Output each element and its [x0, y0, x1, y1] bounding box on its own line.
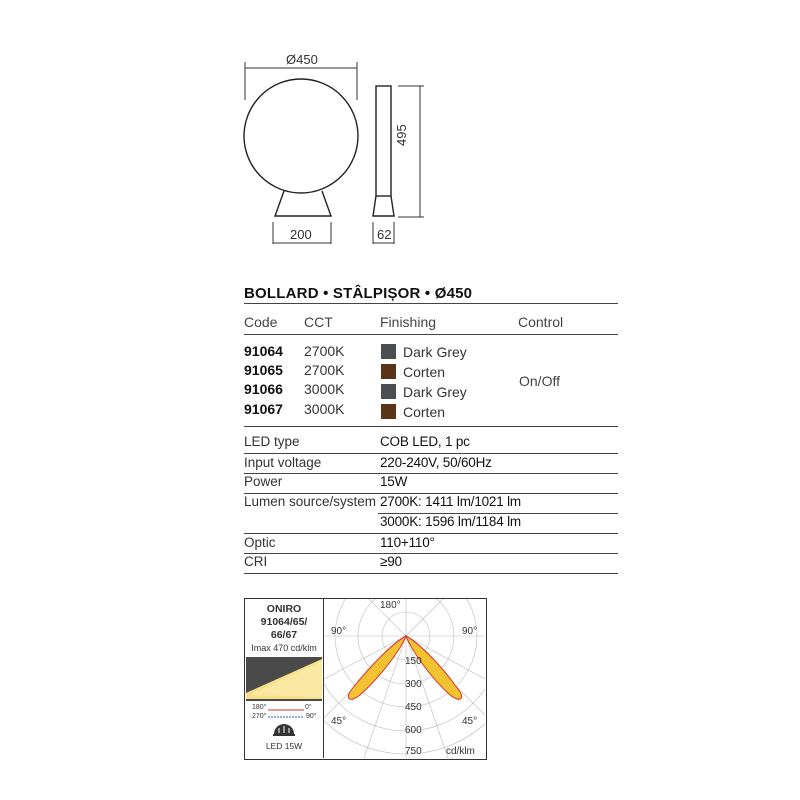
spec-label: Lumen source/system: [244, 494, 377, 509]
spec-value: 3000K: 1596 lm/1184 lm: [380, 514, 521, 529]
legend-0: 0°: [305, 704, 312, 711]
legend-lines: [268, 707, 306, 721]
spec-value: COB LED, 1 pc: [380, 434, 470, 449]
photometric-imax: Imax 470 cd/klm: [251, 643, 317, 653]
spec-rule: [244, 573, 618, 574]
led-label: LED 15W: [265, 741, 303, 751]
variant-finish: Corten: [403, 364, 446, 380]
variant-cct: 2700K: [304, 362, 345, 378]
angle-right-lower: 45°: [462, 716, 478, 727]
side-view: [376, 86, 391, 196]
finish-swatch: [381, 364, 396, 379]
ring-label: 600: [405, 725, 422, 736]
angle-left-upper: 90°: [331, 626, 347, 637]
spec-rule: [244, 453, 618, 454]
product-title: BOLLARD • STÂLPIȘOR • Ø450: [244, 285, 473, 302]
photometric-codes: 66/67: [270, 629, 298, 641]
variant-code: 91066: [244, 381, 283, 397]
spec-rule: [244, 553, 618, 554]
variant-code: 91065: [244, 362, 283, 378]
variant-cct: 3000K: [304, 381, 345, 397]
header-control: Control: [518, 314, 564, 330]
lamp-icon: [271, 722, 297, 738]
finish-swatch: [381, 404, 396, 419]
ring-label: 450: [405, 702, 422, 713]
header-finishing: Finishing: [380, 314, 437, 330]
spec-rule: [244, 533, 618, 534]
angle-top: 180°: [380, 600, 401, 611]
finish-swatch: [381, 344, 396, 359]
spec-rule: [244, 473, 618, 474]
title-rule: [244, 303, 618, 304]
photometric-name: ONIRO: [266, 603, 302, 615]
ring-label: 150: [405, 656, 422, 667]
variant-finish: Corten: [403, 404, 446, 420]
spec-label: Optic: [244, 535, 276, 550]
variant-cct: 2700K: [304, 343, 345, 359]
beam-icon: [246, 657, 322, 701]
variants-rule: [244, 426, 618, 427]
spec-label: Input voltage: [244, 455, 322, 470]
depth-label: 62: [377, 227, 392, 242]
variant-code: 91067: [244, 401, 283, 417]
variant-finish: Dark Grey: [403, 344, 467, 360]
light-lobe-left: [348, 636, 406, 699]
spec-value: 220-240V, 50/60Hz: [380, 455, 492, 470]
ring-label: 300: [405, 679, 422, 690]
spec-value: ≥90: [380, 554, 402, 569]
unit-label: cd/klm: [446, 746, 475, 757]
height-label: 495: [394, 124, 409, 146]
spec-label: CRI: [244, 554, 268, 569]
variant-code: 91064: [244, 343, 283, 359]
base-width-label: 200: [290, 227, 312, 242]
spec-label: LED type: [244, 434, 300, 449]
angle-right-upper: 90°: [462, 626, 478, 637]
control-value: On/Off: [519, 373, 560, 389]
angle-left-lower: 45°: [331, 716, 347, 727]
spec-value: 2700K: 1411 lm/1021 lm: [380, 494, 521, 509]
variant-cct: 3000K: [304, 401, 345, 417]
finish-swatch: [381, 384, 396, 399]
header-code: Code: [244, 314, 278, 330]
variant-finish: Dark Grey: [403, 384, 467, 400]
photometric-codes: 91064/65/: [260, 616, 308, 628]
spec-value: 15W: [380, 474, 408, 489]
base-front-view: [275, 191, 331, 216]
legend-270: 270°: [252, 713, 267, 720]
spec-label: Power: [244, 474, 283, 489]
legend-180: 180°: [252, 704, 267, 711]
ring-label: 750: [405, 746, 422, 757]
header-cct: CCT: [304, 314, 333, 330]
globe-front-view: [244, 79, 358, 193]
diameter-label: Ø450: [286, 52, 318, 67]
legend-90: 90°: [306, 713, 317, 720]
spec-value: 110+110°: [380, 535, 435, 550]
header-rule: [244, 334, 618, 335]
